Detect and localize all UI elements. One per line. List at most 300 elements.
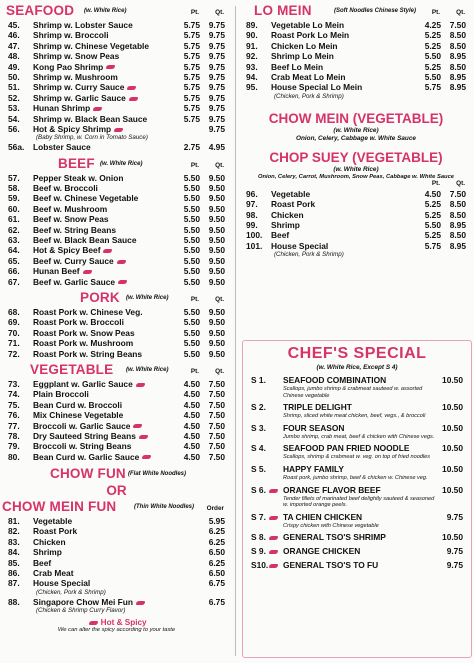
section-note: (w. White Rice): [100, 160, 143, 167]
menu-item: [0, 124, 233, 134]
item-number: 84.: [8, 547, 20, 558]
item-name: Broccoli w. String Beans: [33, 441, 132, 452]
chili-icon: [133, 424, 142, 428]
menu-item: [0, 142, 233, 152]
quart-price: 9.50: [208, 203, 225, 214]
item-name: Mix Chinese Vegetable: [33, 410, 124, 421]
item-description: Crispy chicken with Chinese vegetable: [283, 522, 379, 529]
quart-price: 8.95: [449, 51, 466, 62]
pint-price: 4.25: [424, 20, 441, 30]
pint-price: 5.50: [183, 306, 200, 317]
item-name: Roast Pork w. Mushroom: [33, 338, 134, 349]
section-title: VEGETABLE: [30, 361, 114, 377]
section-note: (Thin White Noodles): [134, 504, 194, 511]
quart-price: 9.50: [208, 327, 225, 338]
item-name: Vegetable Lo Mein: [271, 20, 345, 30]
menu-item: [238, 199, 474, 209]
hot-legend-note: We can alter the spicy according to your taste: [57, 627, 176, 634]
item-name: Hunan Shrimp: [33, 103, 102, 113]
menu-item: [238, 241, 474, 251]
chow-mein-title: CHOW MEIN (VEGETABLE): [268, 110, 444, 126]
item-name: Beef w. String Beans: [33, 224, 116, 235]
item-number: 58.: [8, 183, 20, 194]
item-name: Broccoli w. Garlic Sauce: [33, 421, 142, 431]
quart-price: 9.75: [208, 71, 225, 82]
item-name: TA CHIEN CHICKEN: [283, 511, 363, 522]
item-name: HAPPY FAMILY: [283, 463, 344, 474]
quart-price: 4.95: [208, 142, 225, 153]
section-note: (w. White Rice): [126, 294, 169, 301]
quart-price: 8.95: [449, 71, 466, 82]
pint-price: 4.50: [183, 430, 200, 441]
item-number: S 6.: [251, 484, 266, 495]
pint-price: 4.50: [183, 410, 200, 421]
quart-price: 9.50: [208, 214, 225, 225]
item-name: Lobster Sauce: [33, 142, 91, 153]
chili-icon: [93, 107, 102, 111]
quart-price: 7.50: [208, 430, 225, 441]
quart-price: 8.50: [449, 30, 466, 41]
pint-price: 5.75: [183, 71, 200, 82]
menu-item: [0, 389, 233, 399]
item-name: Roast Pork: [33, 526, 78, 537]
item-name: Beef Lo Mein: [271, 61, 324, 72]
item-number: 97.: [246, 199, 258, 210]
pint-price: 5.50: [183, 224, 200, 235]
menu-item: [0, 114, 233, 124]
item-description: Scallops, shrimp & crabmeat w. veg. on top of fried noodles: [283, 454, 431, 461]
spacer: [243, 571, 471, 574]
pint-price: 5.50: [183, 235, 200, 246]
pint-price: 5.75: [183, 92, 200, 103]
menu-item: [0, 307, 233, 317]
item-number: 59.: [8, 193, 20, 204]
item-name: SEAFOOD PAN FRIED NOODLE: [283, 443, 410, 454]
chili-icon: [269, 564, 278, 568]
item-name: Beef w. Chinese Vegetable: [33, 193, 139, 204]
chef-special-item: [243, 464, 471, 475]
chili-icon: [136, 601, 145, 605]
item-name: Roast Pork: [271, 199, 316, 210]
menu-item: [0, 183, 233, 193]
item-number: 50.: [8, 71, 20, 82]
item-subtitle: (Chicken, Pork & Shrimp): [274, 251, 344, 259]
item-subtitle: (Chicken & Shrimp Curry Flavor): [36, 607, 126, 615]
item-number: 80.: [8, 451, 20, 462]
item-number: 99.: [246, 219, 258, 230]
item-name: Shrimp Lo Mein: [271, 51, 334, 62]
quart-price: 9.50: [208, 255, 225, 266]
item-price: 9.75: [446, 511, 463, 522]
item-name: Hunan Beef: [33, 266, 92, 276]
chef-special-item: [243, 485, 471, 496]
pint-header: Pt.: [190, 295, 199, 303]
quart-price: 7.50: [208, 420, 225, 431]
item-price: 9.75: [446, 560, 463, 571]
menu-item: [0, 568, 233, 578]
quart-price: 9.75: [208, 103, 225, 114]
item-name: Roast Pork w. Broccoli: [33, 317, 124, 328]
chef-special-item: [243, 532, 471, 543]
pint-price: 5.75: [183, 40, 200, 51]
item-number: 72.: [8, 348, 20, 359]
item-number: S 3.: [251, 422, 266, 433]
item-name: Beef w. Broccoli: [33, 183, 98, 194]
quart-price: 9.50: [208, 338, 225, 349]
pint-price: 4.50: [424, 188, 441, 199]
menu-item: [0, 441, 233, 451]
item-name: Beef w. Snow Peas: [33, 214, 109, 225]
quart-price: 9.50: [208, 235, 225, 246]
menu-item: [0, 338, 233, 348]
pork-header: [0, 290, 233, 307]
item-name: Shrimp w. Garlic Sauce: [33, 93, 138, 103]
pint-price: 5.25: [424, 199, 441, 210]
item-name: Beef w. Black Bean Sauce: [33, 235, 137, 246]
pint-price: 5.75: [183, 61, 200, 72]
item-name: ORANGE FLAVOR BEEF: [283, 484, 381, 495]
item-number: 51.: [8, 82, 20, 93]
item-name: Pepper Steak w. Onion: [33, 172, 124, 183]
item-name: Roast Pork w. Chinese Veg.: [33, 306, 143, 317]
section-title: BEEF: [58, 155, 95, 171]
item-price: 10.50: [442, 402, 463, 413]
item-number: 85.: [8, 557, 20, 568]
item-number: 57.: [8, 172, 20, 183]
quart-price: 9.75: [208, 51, 225, 62]
quart-price: 9.75: [208, 123, 225, 134]
item-name: Shrimp: [33, 547, 62, 558]
item-name: Dry Sauteed String Beans: [33, 431, 148, 441]
quart-price: 9.50: [208, 224, 225, 235]
quart-header: Qt.: [456, 179, 465, 187]
chili-icon: [117, 260, 126, 264]
menu-item: [0, 379, 233, 389]
menu-item: [238, 230, 474, 240]
item-number: 75.: [8, 399, 20, 410]
pint-price: 5.50: [183, 245, 200, 256]
item-price: 10.50: [442, 463, 463, 474]
pint-price: 5.50: [183, 327, 200, 338]
chop-suey-desc: Onion, Celery, Carrot, Mushroom, Snow Peas, Cabbage w. White Sauce: [257, 173, 455, 180]
item-name: Vegetable: [271, 188, 311, 199]
item-description: Shrimp, sliced white meat chicken, beef, vegs., & broccoli: [283, 413, 426, 420]
pint-price: 5.50: [424, 71, 441, 82]
item-number: 89.: [246, 20, 258, 30]
item-name: GENERAL TSO'S TO FU: [283, 560, 379, 571]
menu-item: [238, 210, 474, 220]
pint-price: 4.50: [183, 420, 200, 431]
item-number: 92.: [246, 51, 258, 62]
quart-price: 7.50: [208, 378, 225, 389]
item-number: 79.: [8, 441, 20, 452]
item-name: Plain Broccoli: [33, 389, 89, 400]
lo-mein-header: [238, 3, 474, 20]
seafood-header: [0, 3, 233, 20]
menu-item: [0, 204, 233, 214]
menu-item: [238, 41, 474, 51]
order-price: 6.50: [208, 547, 225, 558]
chow-mein-desc: Onion, Celery, Cabbage w. White Sauce: [296, 134, 416, 142]
quart-price: 7.50: [208, 399, 225, 410]
pint-price: 5.25: [424, 40, 441, 51]
item-number: 53.: [8, 103, 20, 114]
menu-item: [0, 62, 233, 72]
chili-icon: [103, 249, 112, 253]
menu-item: [0, 72, 233, 82]
chow-fun-header: [0, 466, 233, 483]
pint-price: 5.50: [183, 255, 200, 266]
item-price: 9.75: [446, 546, 463, 557]
pint-price: 5.25: [424, 61, 441, 72]
item-number: 77.: [8, 420, 20, 431]
item-number: 94.: [246, 71, 258, 82]
quart-price: 9.75: [208, 30, 225, 41]
order-price: 6.25: [208, 536, 225, 547]
order-price: 5.95: [208, 516, 225, 527]
pint-price: 5.50: [183, 193, 200, 204]
pint-price: 5.75: [424, 82, 441, 93]
item-name: Beef: [33, 557, 52, 568]
pint-price: 5.50: [183, 183, 200, 194]
chili-icon: [127, 86, 136, 90]
item-number: S 9.: [251, 546, 266, 557]
chef-special-item: [243, 402, 471, 413]
chef-special-item: [243, 443, 471, 454]
section-title: CHOW FUN: [50, 466, 126, 482]
item-number: 67.: [8, 276, 20, 287]
pint-price: 5.75: [183, 113, 200, 124]
item-number: 86.: [8, 568, 20, 579]
chef-special-item: [243, 560, 471, 571]
item-number: 64.: [8, 245, 20, 256]
item-number: 65.: [8, 255, 20, 266]
chow-mein-note: (w. White Rice): [333, 126, 379, 134]
menu-item: [0, 597, 233, 607]
order-price: 6.75: [208, 596, 225, 607]
item-number: 81.: [8, 516, 20, 527]
item-number: S 1.: [251, 375, 266, 385]
quart-price: 7.50: [208, 410, 225, 421]
chop-suey-header: [238, 180, 474, 189]
quart-price: 8.50: [449, 40, 466, 51]
pint-header: Pt.: [190, 161, 199, 169]
item-number: 98.: [246, 209, 258, 220]
item-number: 47.: [8, 40, 20, 51]
item-name: Beef: [271, 230, 290, 241]
item-number: 91.: [246, 40, 258, 51]
pint-price: 2.75: [183, 142, 200, 153]
item-price: 10.50: [442, 422, 463, 433]
pint-price: 5.75: [183, 51, 200, 62]
menu-item: [0, 537, 233, 547]
menu-item: [0, 41, 233, 51]
menu-item: [0, 266, 233, 276]
pint-price: 5.75: [183, 20, 200, 30]
beef-header: [0, 156, 233, 173]
item-number: 56.: [8, 123, 20, 134]
item-number: 70.: [8, 327, 20, 338]
item-number: S 8.: [251, 532, 266, 543]
chef-special-item: [243, 375, 471, 386]
pint-price: 4.50: [183, 441, 200, 452]
order-price: 6.50: [208, 568, 225, 579]
quart-price: 7.50: [208, 451, 225, 462]
quart-price: 7.50: [449, 188, 466, 199]
menu-item: [238, 82, 474, 92]
item-price: 10.50: [442, 375, 463, 385]
vegetable-list: [0, 379, 233, 462]
quart-price: 9.50: [208, 348, 225, 359]
chop-suey-note: (w. White Rice): [333, 165, 379, 173]
pint-price: 4.50: [183, 378, 200, 389]
menu-item: [0, 245, 233, 255]
pint-header: Pt.: [431, 179, 440, 187]
item-name: Chicken Lo Mein: [271, 40, 338, 51]
menu-item: [238, 72, 474, 82]
item-name: TRIPLE DELIGHT: [283, 402, 352, 413]
item-number: 74.: [8, 389, 20, 400]
menu-item: [0, 431, 233, 441]
menu-item: [0, 558, 233, 568]
order-header: Order: [206, 505, 224, 513]
order-price: 6.75: [208, 578, 225, 589]
item-number: 63.: [8, 235, 20, 246]
menu-item: [0, 214, 233, 224]
item-name: Hot & Spicy Beef: [33, 245, 112, 255]
quart-price: 8.50: [449, 209, 466, 220]
item-subtitle: (Baby Shrimp, w. Corn in Tomato Sauce): [36, 134, 148, 142]
item-number: 45.: [8, 20, 20, 30]
menu-item: [0, 516, 233, 526]
quart-price: 8.95: [449, 219, 466, 230]
item-number: 60.: [8, 203, 20, 214]
item-number: 100.: [246, 230, 263, 241]
pint-price: 5.25: [424, 230, 441, 241]
pint-header: Pt.: [190, 367, 199, 375]
menu-item: [0, 328, 233, 338]
item-name: Shrimp w. Mushroom: [33, 71, 118, 82]
quart-price: 9.75: [208, 20, 225, 30]
item-name: Singapore Chow Mei Fun: [33, 597, 145, 607]
order-price: 6.25: [208, 526, 225, 537]
item-name: Eggplant w. Garlic Sauce: [33, 379, 145, 389]
menu-item: [0, 526, 233, 536]
quart-price: 9.50: [208, 193, 225, 204]
pint-price: 5.50: [183, 214, 200, 225]
menu-item: [0, 421, 233, 431]
quart-header: Qt.: [215, 295, 224, 303]
chili-icon: [114, 128, 123, 132]
chef-special-item: [243, 423, 471, 434]
chili-icon: [142, 455, 151, 459]
hot-legend: [0, 618, 233, 627]
quart-price: 9.75: [208, 92, 225, 103]
pint-price: 5.50: [183, 203, 200, 214]
pint-header: Pt.: [431, 9, 440, 16]
menu-item: [0, 30, 233, 40]
item-number: 61.: [8, 214, 20, 225]
chef-special-item: [243, 546, 471, 557]
quart-header: Qt.: [456, 9, 465, 16]
item-name: Shrimp w. Black Bean Sauce: [33, 113, 148, 124]
item-number: 46.: [8, 30, 20, 41]
item-name: Bean Curd w. Broccoli: [33, 399, 123, 410]
section-note: (w. White Rice): [126, 366, 169, 373]
item-number: 78.: [8, 430, 20, 441]
item-number: S 5.: [251, 463, 266, 474]
item-name: ORANGE CHICKEN: [283, 546, 361, 557]
quart-price: 9.50: [208, 183, 225, 194]
section-note: (Soft Noodles Chinese Style): [334, 8, 417, 14]
seafood-list: [0, 20, 233, 153]
chili-icon: [83, 270, 92, 274]
pint-price: 5.50: [183, 348, 200, 359]
menu-item: [0, 578, 233, 588]
quart-price: 9.75: [208, 82, 225, 93]
section-title: LO MEIN: [254, 3, 312, 18]
menu-item: [238, 30, 474, 40]
chef-special-item: [243, 512, 471, 523]
item-number: 56a.: [8, 142, 25, 153]
section-title: CHOW MEIN FUN: [2, 499, 117, 515]
item-name: Chicken: [271, 209, 304, 220]
item-number: 93.: [246, 61, 258, 72]
or-divider: OR: [106, 483, 127, 499]
quart-price: 9.75: [208, 40, 225, 51]
pint-price: 5.75: [424, 240, 441, 251]
item-number: 49.: [8, 61, 20, 72]
item-number: 66.: [8, 266, 20, 277]
quart-price: 9.50: [208, 172, 225, 183]
item-number: S 2.: [251, 402, 266, 413]
quart-price: 8.50: [449, 199, 466, 210]
chop-suey-title: CHOP SUEY (VEGETABLE): [269, 149, 443, 165]
right-column: [238, 0, 474, 259]
menu-item: [0, 225, 233, 235]
section-title: PORK: [80, 289, 120, 305]
item-number: 68.: [8, 306, 20, 317]
item-name: Beef w. Mushroom: [33, 203, 108, 214]
chili-icon: [269, 489, 278, 493]
item-number: 87.: [8, 578, 20, 589]
item-name: Shrimp w. Curry Sauce: [33, 82, 136, 92]
item-number: 101.: [246, 240, 263, 251]
item-name: Shrimp w. Snow Peas: [33, 51, 120, 62]
quart-price: 7.50: [449, 20, 466, 30]
item-name: Shrimp w. Broccoli: [33, 30, 109, 41]
item-name: Roast Pork w. Snow Peas: [33, 327, 135, 338]
chow-mein-fun-header: [0, 499, 233, 516]
section-title: SEAFOOD: [6, 3, 75, 18]
chow-mein-fun-list: [0, 516, 233, 615]
menu-item: [238, 220, 474, 230]
beef-list: [0, 173, 233, 287]
chili-icon: [89, 621, 98, 625]
menu-item: [238, 189, 474, 199]
item-number: 54.: [8, 113, 20, 124]
item-number: 69.: [8, 317, 20, 328]
quart-price: 8.95: [449, 240, 466, 251]
menu-item: [0, 400, 233, 410]
item-number: S 7.: [251, 511, 266, 522]
item-number: 95.: [246, 82, 258, 93]
order-price: 6.25: [208, 557, 225, 568]
chefs-special-note: (w. White Rice, Except S 4): [316, 364, 398, 371]
menu-item: [0, 103, 233, 113]
item-name: Crab Meat Lo Mein: [271, 71, 346, 82]
item-name: Roast Pork Lo Mein: [271, 30, 350, 41]
